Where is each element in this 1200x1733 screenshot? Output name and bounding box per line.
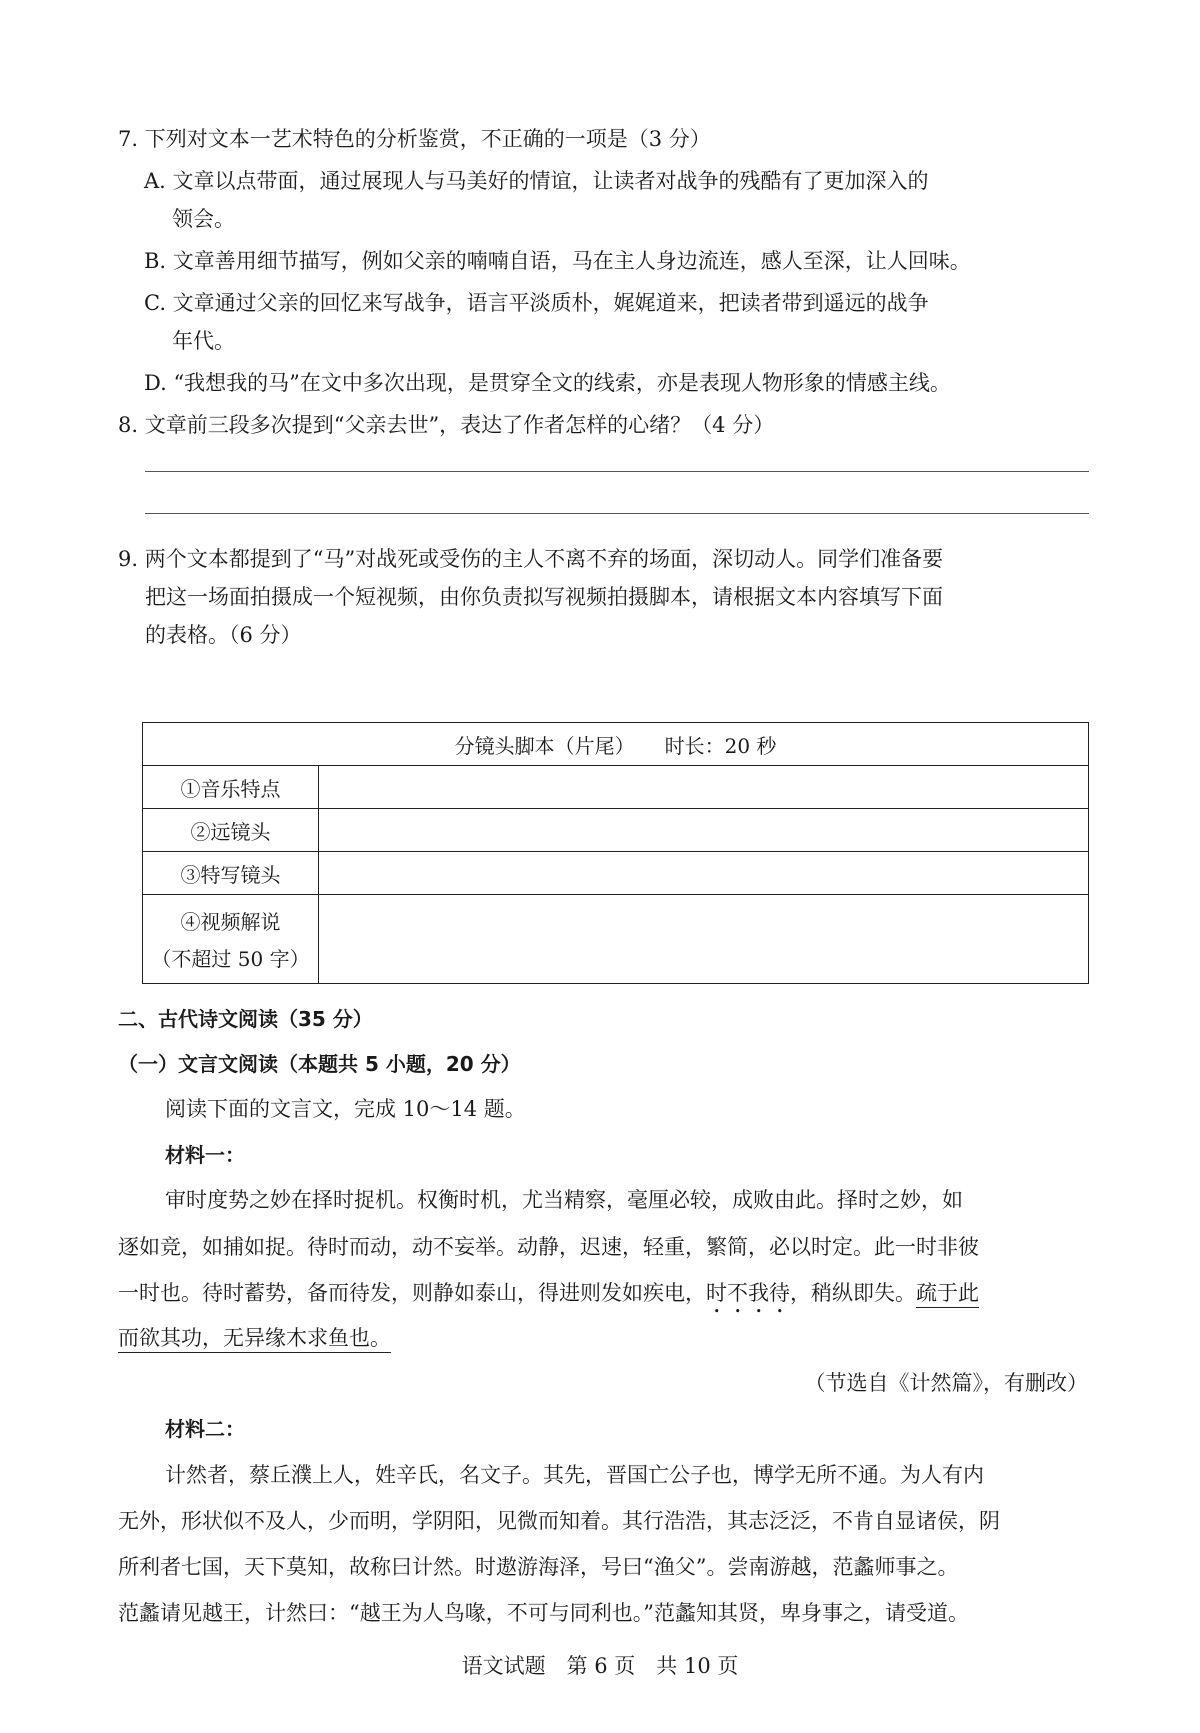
storyboard-table [142, 722, 1089, 984]
page-footer: 语文试题 第 6 页 共 10 页 [461, 1654, 739, 1678]
reading-instruction: 阅读下面的文言文，完成 10～14 题。 [165, 1097, 526, 1121]
material-2-line-1: 计然者，蔡丘濮上人，姓辛氏，名文子。其先，晋国亡公子也，博学无所不通。为人有内 [165, 1463, 984, 1487]
answer-cell-closeup[interactable] [319, 852, 1089, 895]
row-label-narration-note: （不超过 50 字） [151, 947, 310, 971]
row-label-narration-title: ④视频解说 [180, 910, 281, 934]
material-1-line-1: 审时度势之妙在择时捉机。权衡时机，尤当精察，毫厘必较，成败由此。择时之妙，如 [165, 1188, 963, 1212]
underlined-sentence-part-1: 疏于此 [916, 1281, 979, 1308]
material-1-line-4 [118, 1323, 391, 1353]
q9-line-1: 9. 两个文本都提到了“马”对战死或受伤的主人不离不弃的场面，深切动人。同学们准备要 [118, 547, 944, 571]
row-label-narration [143, 895, 319, 984]
material-2-line-4: 范蠡请见越王，计然曰：“越王为人鸟喙，不可与同利也。”范蠡知其贤，卑身事之，请受道。 [118, 1601, 969, 1625]
answer-line-2[interactable] [145, 513, 1089, 514]
material-1-label: 材料一： [165, 1143, 245, 1167]
q8-stem: 8. 文章前三段多次提到“父亲去世”，表达了作者怎样的心绪？（4 分） [118, 413, 775, 437]
material-1-line-2: 逐如竞，如捕如捉。待时而动，动不妄举。动静，迟速，轻重，繁简，必以时定。此一时非彼 [118, 1235, 979, 1259]
table-header: 分镜头脚本（片尾） 时长：20 秒 [143, 723, 1089, 766]
section-title: 二、古代诗文阅读（35 分） [118, 1007, 373, 1031]
material-1-line-3-start: 一时也。待时蓄势，备而待发，则静如泰山，得进则发如疾电， [118, 1281, 706, 1305]
row-label-long-shot: ②远镜头 [143, 809, 319, 852]
material-2-label: 材料二： [165, 1417, 245, 1441]
q7-stem: 7. 下列对文本一艺术特色的分析鉴赏，不正确的一项是（3 分） [118, 127, 711, 151]
q7-option-d: D. “我想我的马”在文中多次出现，是贯穿全文的线索，亦是表现人物形象的情感主线。 [144, 371, 951, 395]
subsection-title: （一）文言文阅读（本题共 5 小题，20 分） [118, 1052, 521, 1076]
material-2-line-2: 无外，形状似不及人，少而明，学阴阳，见微而知着。其行浩浩，其志泛泛，不肯自显诸侯，阴 [118, 1509, 1000, 1533]
dotted-phrase: 时不我待 [706, 1281, 790, 1305]
material-1-source: （节选自《计然篇》，有删改） [804, 1371, 1088, 1395]
q7-option-c-cont: 年代。 [172, 329, 235, 353]
row-label-music: ①音乐特点 [143, 766, 319, 809]
q7-option-c: C. 文章通过父亲的回忆来写战争，语言平淡质朴，娓娓道来，把读者带到遥远的战争 [144, 291, 929, 315]
underlined-sentence-part-2: 而欲其功，无异缘木求鱼也。 [118, 1326, 391, 1353]
answer-cell-long-shot[interactable] [319, 809, 1089, 852]
answer-cell-narration[interactable] [319, 895, 1089, 984]
row-label-closeup: ③特写镜头 [143, 852, 319, 895]
material-1-line-3 [118, 1278, 979, 1318]
q7-option-b: B. 文章善用细节描写，例如父亲的喃喃自语，马在主人身边流连，感人至深，让人回味。 [144, 249, 971, 273]
answer-cell-music[interactable] [319, 766, 1089, 809]
answer-line-1[interactable] [145, 471, 1089, 472]
material-1-line-3-mid: ，稍纵即失。 [790, 1281, 916, 1305]
q9-line-2: 把这一场面拍摄成一个短视频，由你负责拟写视频拍摄脚本，请根据文本内容填写下面 [145, 585, 943, 609]
q7-option-a-cont: 领会。 [172, 207, 235, 231]
q7-option-a: A. 文章以点带面，通过展现人与马美好的情谊，让读者对战争的残酷有了更加深入的 [144, 169, 929, 193]
material-2-line-3: 所利者七国，天下莫知，故称曰计然。时遨游海泽，号曰“渔父”。尝南游越，范蠡师事之。 [118, 1555, 959, 1579]
q9-line-3: 的表格。（6 分） [145, 623, 302, 647]
